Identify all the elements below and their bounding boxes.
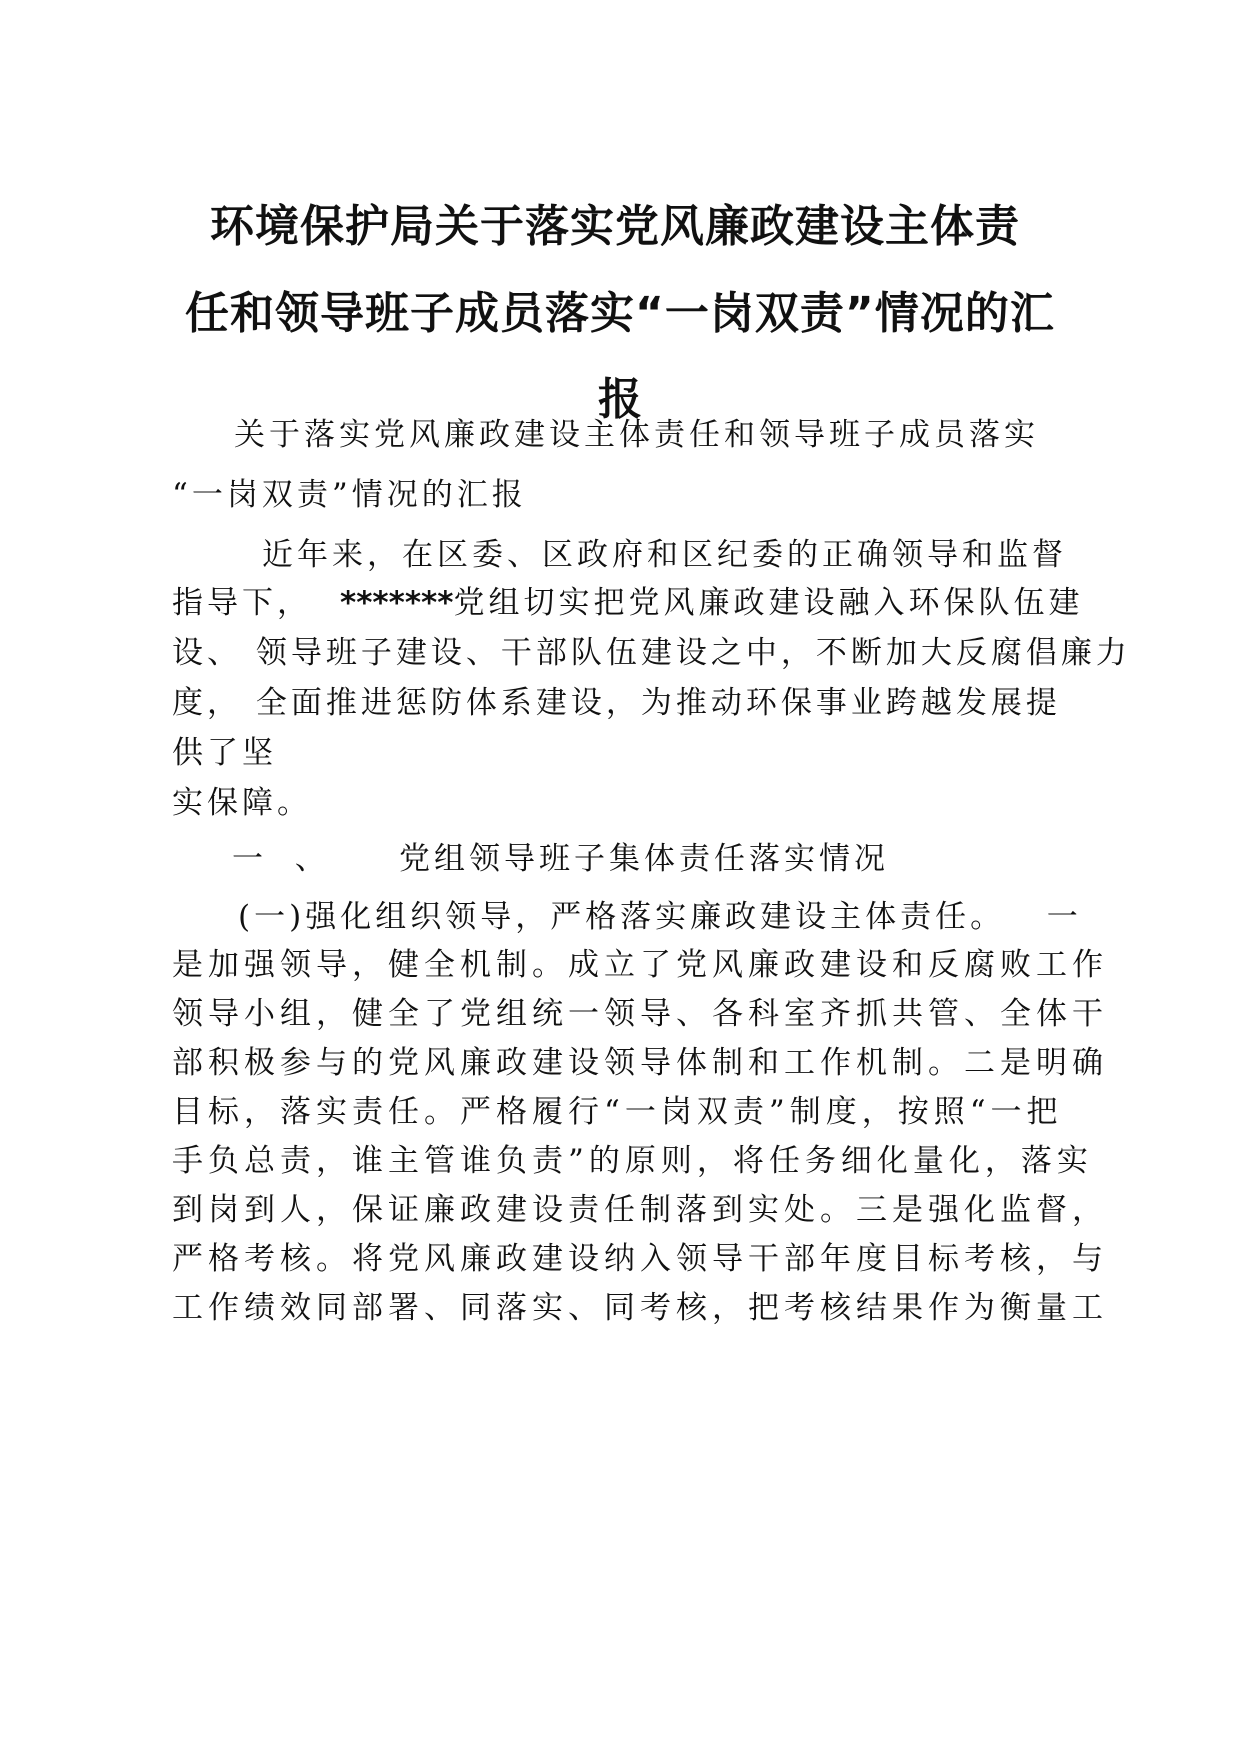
body-line-9: 工作绩效同部署、同落实、同考核，把考核结果作为衡量工: [172, 1290, 1108, 1326]
intro-line-2-prefix: 指导下，: [172, 585, 312, 621]
body-line-1: (一)强化组织领导，严格落实廉政建设主体责任。 一: [238, 899, 1082, 935]
document-title-line-3: 报: [598, 374, 642, 425]
redacted-name: *******: [340, 585, 454, 621]
body-line-8: 严格考核。将党风廉政建设纳入领导干部年度目标考核，与: [172, 1241, 1108, 1277]
body-line-4: 部积极参与的党风廉政建设领导体制和工作机制。二是明确: [172, 1045, 1108, 1081]
intro-line-3: 设、 领导班子建设、干部队伍建设之中，不断加大反腐倡廉力: [172, 635, 1131, 671]
intro-line-2-rest: 党组切实把党风廉政建设融入环保队伍建: [453, 585, 1084, 621]
body-line-7: 到岗到人，保证廉政建设责任制落到实处。三是强化监督，: [172, 1192, 1108, 1228]
body-line-3: 领导小组，健全了党组统一领导、各科室齐抓共管、全体干: [172, 996, 1108, 1032]
body-line-2: 是加强领导，健全机制。成立了党风廉政建设和反腐败工作: [172, 947, 1108, 983]
body-line-6: 手负总责，谁主管谁负责”的原则，将任务细化量化，落实: [172, 1143, 1093, 1179]
subtitle-line-1: 关于落实党风廉政建设主体责任和领导班子成员落实: [234, 417, 1039, 453]
subtitle-line-2: “一岗双责”情况的汇报: [172, 477, 527, 513]
document-title-line-1: 环境保护局关于落实党风廉政建设主体责: [210, 201, 1020, 252]
intro-line-2: [172, 586, 1083, 620]
document-title-line-2: 任和领导班子成员落实“一岗双责”情况的汇: [185, 288, 1055, 339]
section-1-heading: 一 、 党组领导班子集体责任落实情况: [232, 841, 889, 877]
intro-line-1: 近年来，在区委、区政府和区纪委的正确领导和监督: [262, 537, 1067, 573]
intro-line-6: 实保障。: [172, 785, 312, 821]
body-line-5: 目标，落实责任。严格履行“一岗双责”制度，按照“一把: [172, 1094, 1063, 1130]
intro-line-4: 度， 全面推进惩防体系建设，为推动环保事业跨越发展提: [172, 685, 1061, 721]
intro-line-5: 供了坚: [172, 735, 277, 771]
